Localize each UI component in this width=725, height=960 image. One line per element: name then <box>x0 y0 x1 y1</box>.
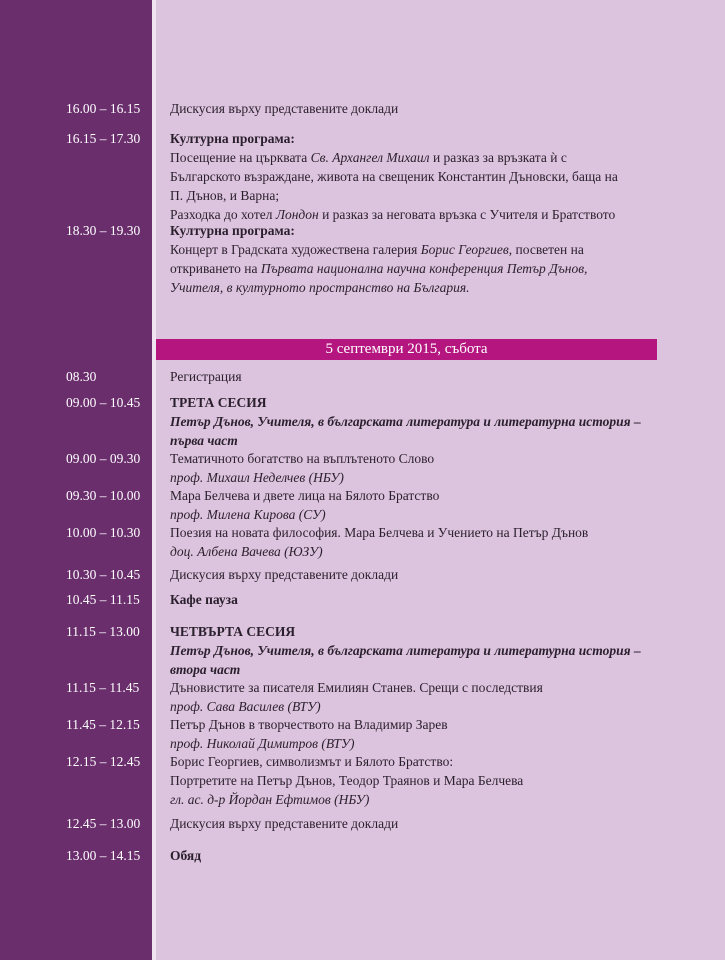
entry-line <box>170 259 670 278</box>
text-run: , посветен на <box>508 242 584 257</box>
text-run: Посещение на църквата <box>170 150 311 165</box>
entry-line: втора част <box>170 662 241 677</box>
day-banner: 5 септември 2015, събота <box>156 339 657 360</box>
entry-text <box>170 449 670 487</box>
time-slot: 08.30 <box>66 369 97 384</box>
text-run: откриването на <box>170 261 261 276</box>
text-run: Разходка до хотел <box>170 207 276 222</box>
entry-text <box>170 752 670 809</box>
entry-line: Дискусия върху представените доклади <box>170 101 399 116</box>
time-slot: 10.45 – 11.15 <box>66 592 140 607</box>
time-slot: 11.15 – 13.00 <box>66 624 140 639</box>
time-slot: 09.30 – 10.00 <box>66 488 141 503</box>
entry-text <box>170 590 670 609</box>
entry-line: Учителя, в културното пространство на България. <box>170 280 470 295</box>
entry-line: Борис Георгиев, символизмът и Бялото Братство: <box>170 754 454 769</box>
entry-text <box>170 99 670 118</box>
entry-text <box>170 367 670 386</box>
entry-line: Културна програма: <box>170 223 295 238</box>
time-slot: 16.00 – 16.15 <box>66 101 141 116</box>
entry-text <box>170 221 670 297</box>
entry-line: ЧЕТВЪРТА СЕСИЯ <box>170 624 296 639</box>
entry-line: гл. ас. д-р Йордан Ефтимов (НБУ) <box>170 792 370 807</box>
text-run: Борис Георгиев <box>420 242 509 257</box>
time-slot: 12.45 – 13.00 <box>66 816 141 831</box>
entry-text <box>170 678 670 716</box>
entry-line: проф. Сава Василев (ВТУ) <box>170 699 321 714</box>
entry-line <box>170 148 670 167</box>
entry-text <box>170 715 670 753</box>
entry-line: първа част <box>170 433 238 448</box>
entry-text <box>170 393 670 450</box>
text-run: Лондон <box>275 207 319 222</box>
text-run: Концерт в Градската художествена галерия <box>170 242 421 257</box>
time-slot: 09.00 – 09.30 <box>66 451 141 466</box>
entry-line: Петър Дънов, Учителя, в българската литература и литературна история – <box>170 643 641 658</box>
entry-line: ТРЕТА СЕСИЯ <box>170 395 267 410</box>
entry-line: Дискусия върху представените доклади <box>170 816 399 831</box>
entry-text <box>170 846 670 865</box>
entry-line: проф. Михаил Неделчев (НБУ) <box>170 470 344 485</box>
entry-line: Културна програма: <box>170 131 295 146</box>
text-run: и разказ за неговата връзка с Учителя и Братството <box>318 207 616 222</box>
time-slot: 18.30 – 19.30 <box>66 223 141 238</box>
entry-line <box>170 240 670 259</box>
entry-text <box>170 486 670 524</box>
entry-text <box>170 565 670 584</box>
text-run: Първата национална научна конференция Петър Дънов, <box>260 261 588 276</box>
entry-line: Българското възраждане, живота на свещеник Константин Дъновски, баща на <box>170 169 618 184</box>
entry-line: Дъновистите за писателя Емилиян Станев. Срещи с последствия <box>170 680 543 695</box>
entry-line: Дискусия върху представените доклади <box>170 567 399 582</box>
entry-line: Петър Дънов, Учителя, в българската литература и литературна история – <box>170 414 641 429</box>
text-run: и разказ за връзката ѝ с <box>429 150 567 165</box>
time-slot: 13.00 – 14.15 <box>66 848 141 863</box>
entry-text <box>170 814 670 833</box>
entry-line: проф. Милена Кирова (СУ) <box>170 507 326 522</box>
time-slot: 10.00 – 10.30 <box>66 525 141 540</box>
entry-line: Мара Белчева и двете лица на Бялото Братство <box>170 488 440 503</box>
entry-line: Тематичното богатство на въплътеното Слово <box>170 451 435 466</box>
entry-line: Кафе пауза <box>170 592 238 607</box>
time-slot: 10.30 – 10.45 <box>66 567 141 582</box>
entry-line: Петър Дънов в творчеството на Владимир Зарев <box>170 717 448 732</box>
entry-line: Регистрация <box>170 369 242 384</box>
entry-line: Поезия на новата философия. Мара Белчева и Учението на Петър Дънов <box>170 525 589 540</box>
time-slot: 11.45 – 12.15 <box>66 717 140 732</box>
text-run: Св. Архангел Михаил <box>310 150 430 165</box>
time-slot: 11.15 – 11.45 <box>66 680 140 695</box>
entry-line: доц. Албена Вачева (ЮЗУ) <box>170 544 323 559</box>
time-slot: 12.15 – 12.45 <box>66 754 141 769</box>
time-slot: 09.00 – 10.45 <box>66 395 141 410</box>
entry-line: Портретите на Петър Дънов, Теодор Траянов и Мара Белчева <box>170 773 524 788</box>
entry-text <box>170 129 670 224</box>
entry-text <box>170 523 670 561</box>
time-slot: 16.15 – 17.30 <box>66 131 141 146</box>
entry-text <box>170 622 670 679</box>
entry-line: Обяд <box>170 848 202 863</box>
entry-line: П. Дънов, и Варна; <box>170 188 280 203</box>
entry-line: проф. Николай Димитров (ВТУ) <box>170 736 355 751</box>
